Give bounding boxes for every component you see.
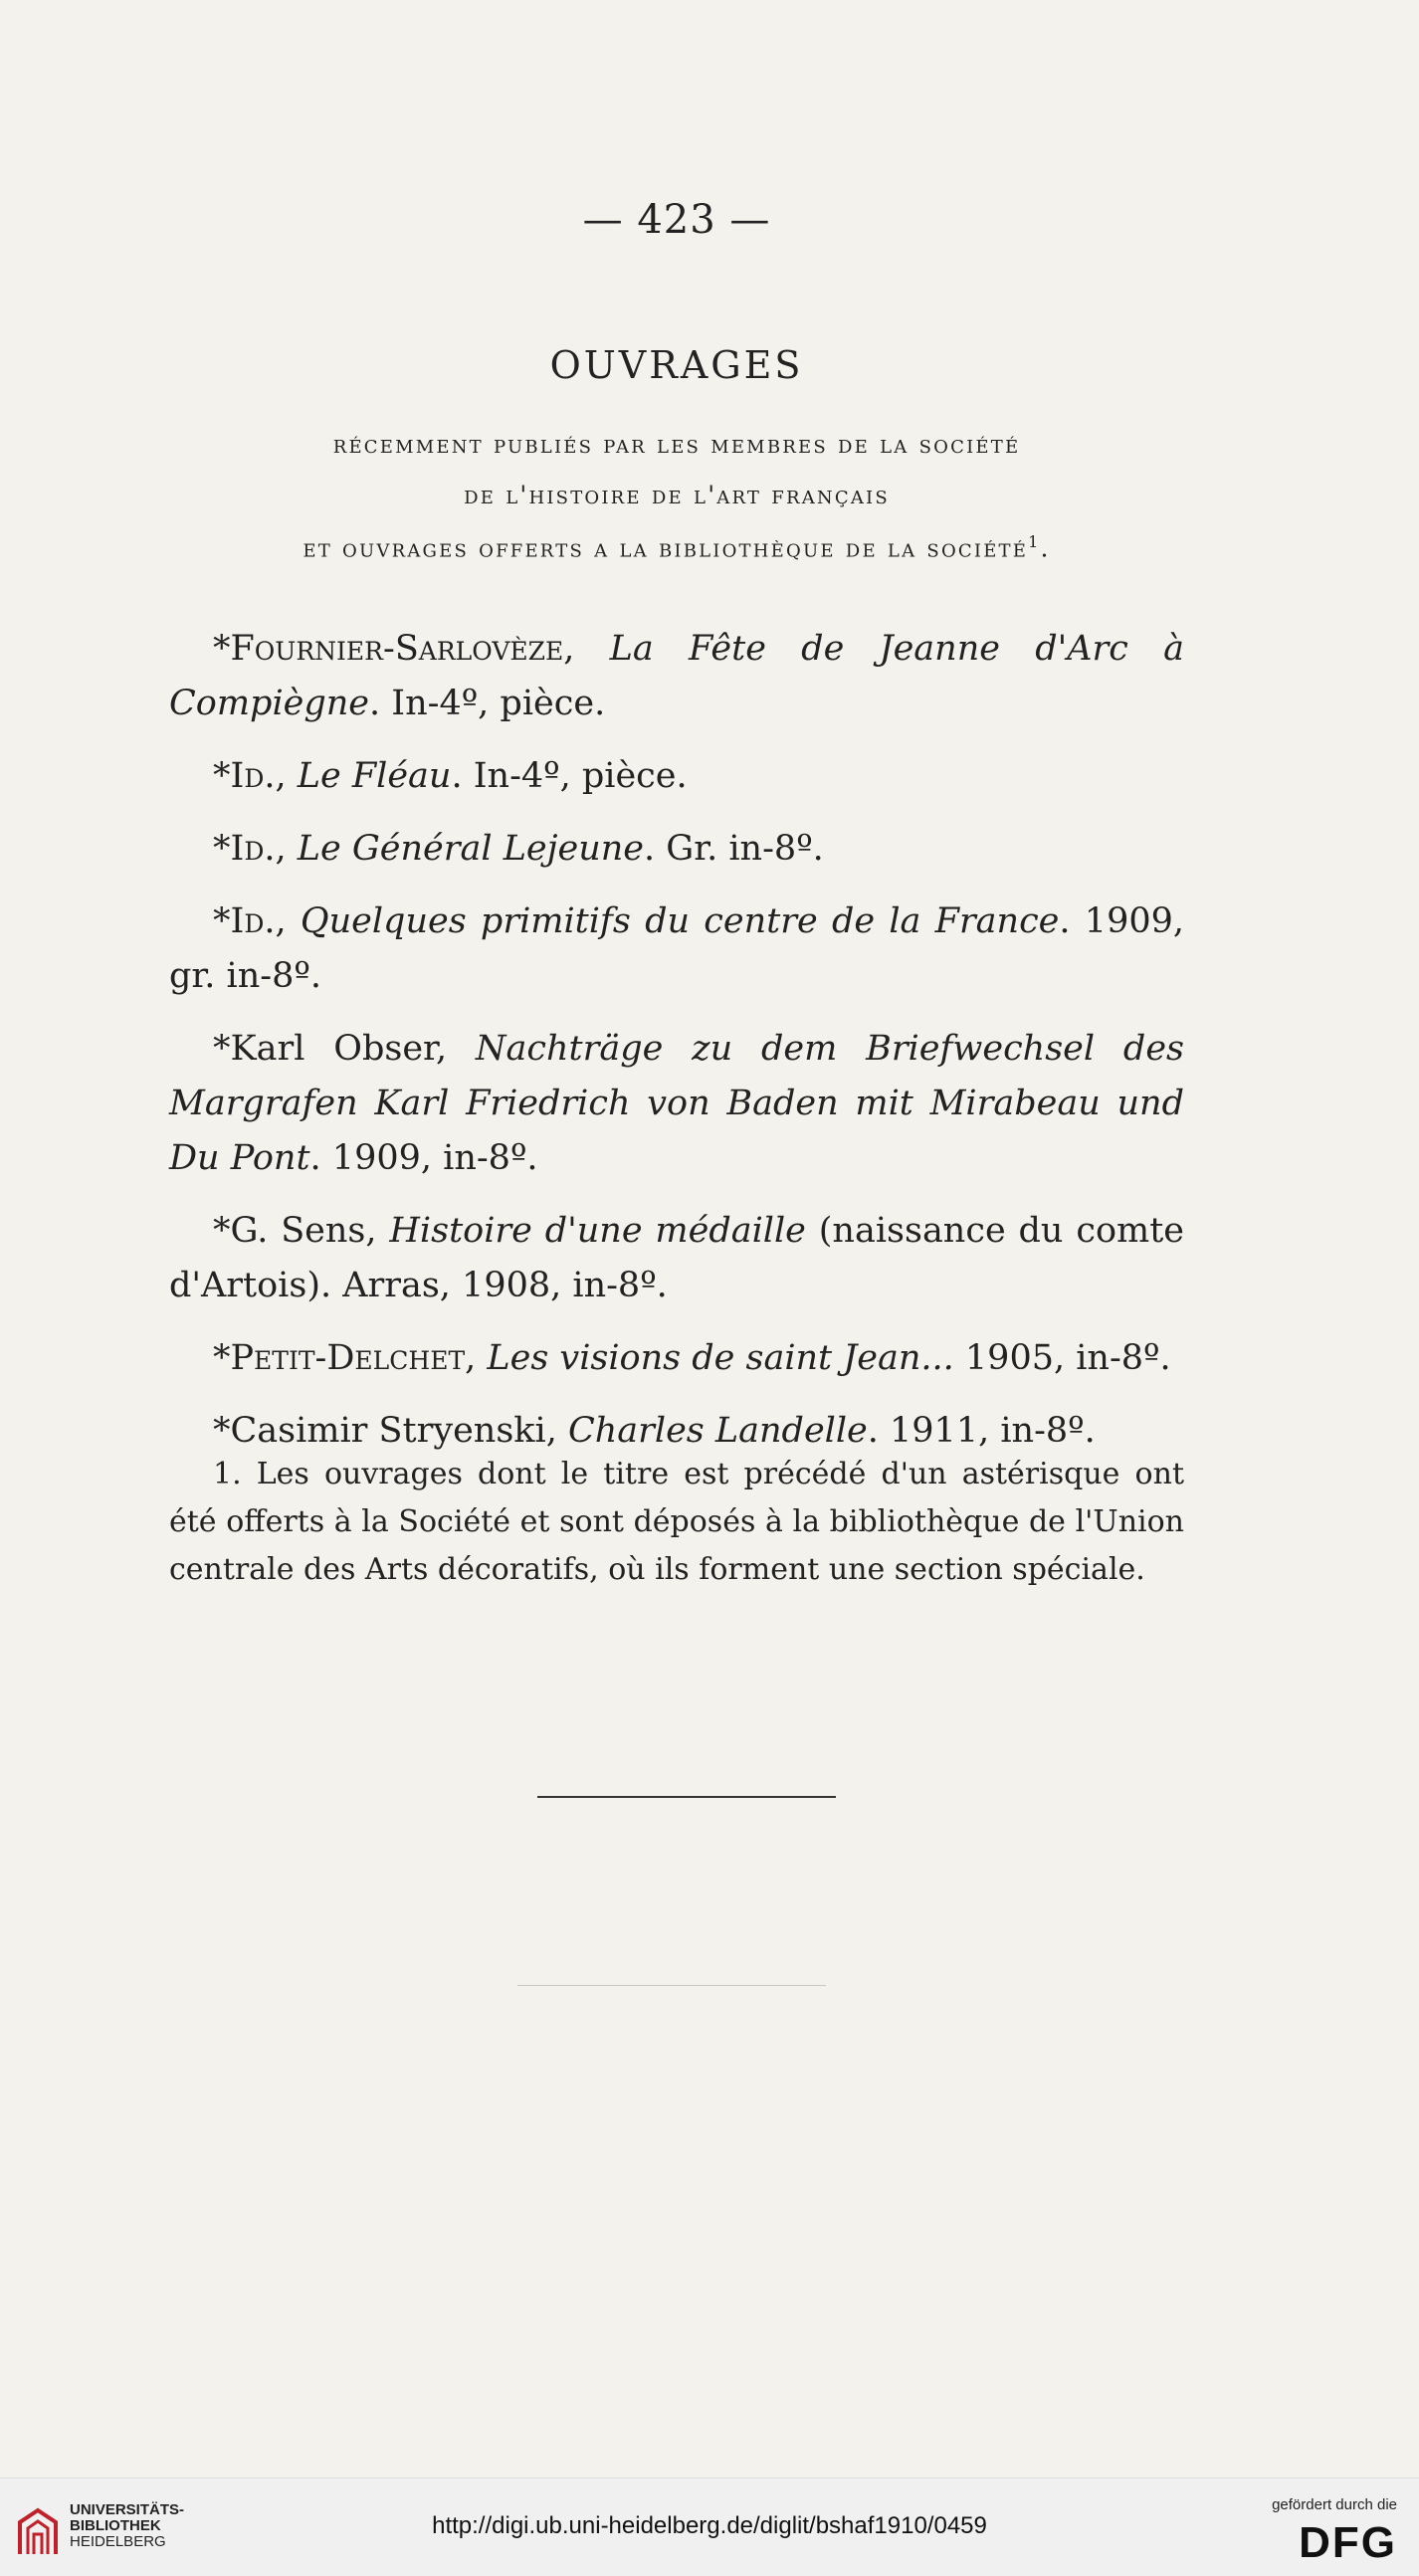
library-name-line-1: UNIVERSITÄTS- [70,2501,185,2518]
list-item [169,622,1184,731]
subtitle-line-3-end: . [1040,533,1051,563]
subtitle-line-3 [149,532,1204,562]
list-item [169,1331,1184,1386]
entry-prefix: * [213,829,231,869]
dfg-logo: DFG [1299,2518,1397,2567]
entry-prefix: * [213,756,231,796]
entry-details: . 1909, in-8º. [309,1138,538,1178]
page-number: — 423 — [582,197,771,243]
entry-title: Nachträge zu dem Briefwechsel des Margrafen Karl Friedrich von Baden mit Mirabeau und Du Pont [169,1029,1184,1178]
subtitle-line-1: récemment publiés par les membres de la société [332,430,1021,459]
entry-author: Karl Obser [230,1029,436,1069]
entry-author: Id. [230,829,276,869]
list-item [169,1022,1184,1186]
library-name-line-3: HEIDELBERG [70,2533,166,2550]
entry-prefix: * [213,1411,231,1451]
entry-sep: , [465,1338,488,1378]
footnote: 1. Les ouvrages dont le titre est précédé d'un astérisque ont été offerts à la Société et sont déposés à la bibliothèque de l'Union centrale des Arts décoratifs, où ils forment une section spéciale. [169,1457,1184,1587]
entry-details: . In-4º, pièce. [451,756,688,796]
entry-author: Id. [230,901,276,941]
subtitle-line-2: de l'histoire de l'art français [464,481,890,509]
separator-rule [537,1796,836,1798]
entry-details: . In-4º, pièce. [369,684,606,723]
entry-title: Le Fléau [297,756,452,796]
entry-details: . 1911, in-8º. [867,1411,1096,1451]
entry-prefix: * [213,1211,231,1251]
entry-author: Petit-Delchet [230,1338,466,1378]
list-item [169,1204,1184,1313]
entry-details: . 1909, gr. in-8º. [169,901,1184,996]
footnote-reference: 1 [1028,532,1041,551]
entry-title: Le Général Lejeune [297,829,645,869]
entry-title: Charles Landelle [567,1411,868,1451]
list-item [169,749,1184,804]
entry-sep: , [275,756,298,796]
library-name-line-2: BIBLIOTHEK [70,2517,161,2534]
entry-details: . Gr. in-8º. [644,829,824,869]
entry-prefix: * [213,901,231,941]
list-item [169,894,1184,1004]
list-item [169,822,1184,877]
entry-sep: , [365,1211,390,1251]
entry-details: (naissance du comte d'Artois). Arras, 1908, in-8º. [169,1211,1184,1305]
entry-author: Fournier-Sarlovèze [230,629,564,669]
funded-by-label: gefördert durch die [1272,2496,1397,2513]
page-title: OUVRAGES [549,343,804,387]
entry-author: Casimir Stryenski [230,1411,546,1451]
entry-sep: , [435,1029,476,1069]
entry-title: Quelques primitifs du centre de la France [300,901,1060,941]
entry-prefix: * [213,629,231,669]
entry-sep: , [275,829,298,869]
entry-title: La Fête de Jeanne d'Arc à Compiègne [169,629,1184,723]
entry-prefix: * [213,1338,231,1378]
entry-author: Id. [230,756,276,796]
entry-sep: , [545,1411,568,1451]
permalink-url[interactable]: http://digi.ub.uni-heidelberg.de/diglit/bshaf1910/0459 [432,2512,987,2539]
entry-title: Les visions de saint Jean... [487,1338,954,1378]
show-through-line [517,1985,826,1986]
entry-author: G. Sens [230,1211,366,1251]
entry-prefix: * [213,1029,231,1069]
entry-details: 1905, in-8º. [953,1338,1171,1378]
entry-title: Histoire d'une médaille [389,1211,806,1251]
viewer-footer [0,2477,1419,2576]
entry-sep: , [275,901,301,941]
entry-sep: , [563,629,610,669]
subtitle-line-3-text: et ouvrages offerts a la bibliothèque de la société [303,533,1029,563]
entries-list [169,622,1184,1477]
